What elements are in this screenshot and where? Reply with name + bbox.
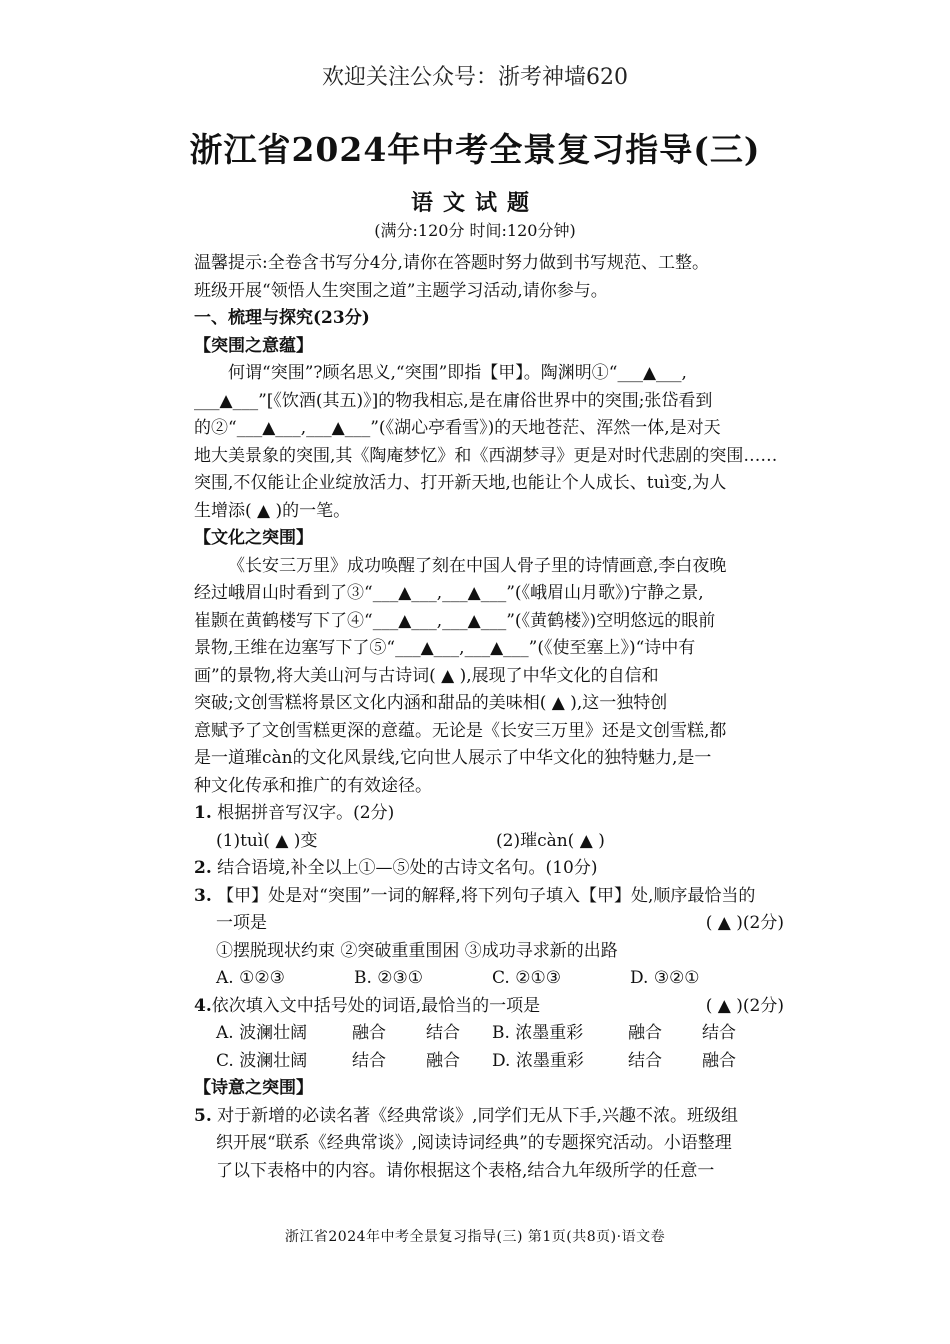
part1-line: 生增添( ▲ )的一笔。 — [194, 500, 351, 521]
option-c: C. ②①③ — [492, 968, 561, 988]
option-d: D. ③②① — [630, 968, 700, 988]
question-4-option-row — [194, 1048, 784, 1076]
option-cell: D. 浓墨重彩 — [492, 1050, 584, 1071]
part2-heading: 【文化之突围】 — [194, 528, 313, 548]
question-score: ( ▲ )(2分) — [705, 995, 784, 1016]
option-cell: 结合 — [352, 1050, 386, 1071]
option-b: B. ②③① — [354, 968, 424, 988]
part1-line: 突围,不仅能让企业绽放活力、打开新天地,也能让个人成长、tuì变,为人 — [194, 473, 727, 493]
option-cell: B. 浓墨重彩 — [492, 1023, 584, 1043]
option-cell: 融合 — [426, 1050, 460, 1071]
question-1-answers — [194, 828, 784, 856]
part1-heading: 【突围之意蕴】 — [194, 335, 313, 356]
subject-title: 语文试题 — [410, 190, 539, 216]
option-cell: 结合 — [628, 1050, 662, 1071]
question-number: 3. — [194, 885, 212, 906]
question-number: 4. — [194, 995, 212, 1016]
question-text: 根据拼音写汉字。(2分) — [217, 803, 395, 823]
part1-line: 的②“___▲___,___▲___”(《湖心亭看雪》)的天地苍茫、浑然一体,是对天 — [194, 418, 721, 438]
question-text: 结合语境,补全以上①—⑤处的古诗文名句。(10分) — [217, 858, 598, 878]
question-text: 依次填入文中括号处的词语,最恰当的一项是 — [211, 995, 541, 1016]
option-cell: 融合 — [352, 1023, 386, 1043]
question-5-line: 织开展“联系《经典常谈》,阅读诗词经典”的专题探究活动。小语整理 — [216, 1133, 732, 1153]
option-a: A. ①②③ — [216, 968, 285, 988]
part2-line: 画”的景物,将大美山河与古诗词( ▲ ),展现了中华文化的自信和 — [194, 665, 659, 686]
part2-line: 意赋予了文创雪糕更深的意蕴。无论是《长安三万里》还是文创雪糕,都 — [194, 720, 727, 741]
part2-line: 崔颢在黄鹤楼写下了④“___▲___,___▲___”(《黄鹤楼》)空明悠远的眼前 — [194, 610, 716, 631]
question-4-option-row — [194, 1020, 784, 1048]
option-cell: A. 波澜壮阔 — [216, 1023, 308, 1043]
question-number: 2. — [194, 858, 212, 878]
question-3-items: ①摆脱现状约束 ②突破重重围困 ③成功寻求新的出路 — [216, 940, 618, 961]
part1-line: ___▲___”[《饮酒(其五)》]的物我相忘,是在庸俗世界中的突围;张岱看到 — [194, 390, 713, 411]
option-cell: C. 波澜壮阔 — [216, 1050, 308, 1071]
part3-heading: 【诗意之突围】 — [194, 1078, 313, 1098]
question-text: 对于新增的必读名著《经典常谈》,同学们无从下手,兴趣不浓。班级组 — [217, 1105, 738, 1126]
question-text: 一项是 — [216, 913, 267, 933]
question-2 — [194, 855, 784, 883]
question-text: 【甲】处是对“突围”一词的解释,将下列句子填入【甲】处,顺序最恰当的 — [217, 885, 756, 906]
banner: 欢迎关注公众号：浙考神墙620 — [322, 65, 628, 90]
question-1 — [194, 800, 784, 828]
question-4 — [194, 993, 784, 1021]
score-line: (满分:120分 时间:120分钟) — [374, 221, 576, 240]
question-score: ( ▲ )(2分) — [705, 913, 784, 933]
question-3-options — [194, 965, 784, 993]
part2-line: 是一道璀càn的文化风景线,它向世人展示了中华文化的独特魅力,是一 — [194, 748, 712, 768]
part2-line: 景物,王维在边塞写下了⑤“___▲___,___▲___”(《使至塞上》)“诗中有 — [194, 638, 696, 658]
question-number: 5. — [194, 1105, 212, 1126]
question-3 — [194, 883, 784, 911]
intro: 班级开展“领悟人生突围之道”主题学习活动,请你参与。 — [194, 280, 608, 301]
question-number: 1. — [194, 803, 212, 823]
option-cell: 融合 — [702, 1050, 736, 1071]
part2-line: 经过峨眉山时看到了③“___▲___,___▲___”(《峨眉山月歌》)宁静之景, — [194, 583, 704, 603]
answer-b: (2)璀càn( ▲ ) — [496, 830, 605, 851]
answer-a: (1)tuì( ▲ )变 — [216, 830, 318, 851]
option-cell: 结合 — [426, 1023, 460, 1043]
part1-line: 何谓“突围”?顾名思义,“突围”即指【甲】。陶渊明①“___▲___, — [228, 363, 687, 383]
option-cell: 融合 — [628, 1023, 662, 1043]
section-heading: 一、梳理与探究(23分) — [194, 308, 370, 328]
page-footer: 浙江省2024年中考全景复习指导(三) 第1页(共8页)·语文卷 — [284, 1229, 666, 1245]
exam-title: 浙江省2024年中考全景复习指导(三) — [189, 130, 761, 169]
part2-line: 种文化传承和推广的有效途径。 — [194, 775, 432, 796]
question-5-line: 了以下表格中的内容。请你根据这个表格,结合九年级所学的任意一 — [216, 1160, 715, 1181]
part2-line: 《长安三万里》成功唤醒了刻在中国人骨子里的诗情画意,李白夜晚 — [228, 555, 727, 576]
exam-content — [194, 250, 784, 1185]
part1-line: 地大美景象的突围,其《陶庵梦忆》和《西湖梦寻》更是对时代悲剧的突围…… — [194, 445, 778, 466]
question-5 — [194, 1103, 784, 1131]
part2-line: 突破;文创雪糕将景区文化内涵和甜品的美味相( ▲ ),这一独特创 — [194, 693, 668, 713]
option-cell: 结合 — [702, 1023, 736, 1043]
question-3-line2 — [194, 910, 784, 938]
tip: 温馨提示:全卷含书写分4分,请你在答题时努力做到书写规范、工整。 — [194, 253, 709, 273]
